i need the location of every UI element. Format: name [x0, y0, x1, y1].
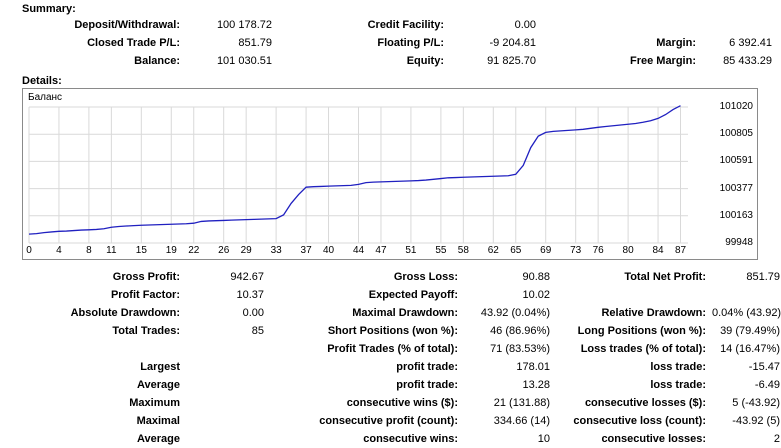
chart-x-tick: 11: [106, 245, 117, 256]
summary-label: Free Margin:: [629, 55, 696, 67]
details-value: 178.01: [516, 361, 550, 373]
details-value: 43.92 (0.04%): [480, 307, 550, 319]
details-row: [0, 268, 780, 286]
details-value: -6.49: [754, 379, 780, 391]
details-label: consecutive wins:: [363, 433, 458, 445]
chart-x-tick: 51: [405, 245, 417, 256]
details-value: 851.79: [746, 271, 780, 283]
summary-value: 6 392.41: [729, 37, 772, 49]
chart-x-tick: 22: [188, 245, 200, 256]
details-label: Relative Drawdown:: [601, 307, 706, 319]
chart-x-tick: 58: [457, 245, 469, 256]
chart-x-tick: 76: [592, 245, 604, 256]
summary-label: Credit Facility:: [367, 19, 444, 31]
details-value: 334.66 (14): [493, 415, 550, 427]
summary-label: Margin:: [656, 37, 696, 49]
details-label: Maximal: [136, 415, 180, 427]
details-value: 14 (16.47%): [720, 343, 780, 355]
details-value: 2: [773, 433, 780, 445]
details-value: 0.04% (43.92): [712, 307, 781, 319]
details-value: 10.37: [236, 289, 264, 301]
summary-label: Equity:: [406, 55, 444, 67]
chart-x-tick: 4: [56, 245, 62, 256]
details-label: profit trade:: [396, 379, 458, 391]
chart-x-tick: 40: [322, 245, 335, 256]
details-label: Average: [136, 433, 180, 445]
details-label: Expected Payoff:: [368, 289, 458, 301]
details-section-title: Details:: [22, 75, 62, 87]
chart-x-tick: 87: [674, 245, 687, 256]
details-label: consecutive profit (count):: [319, 415, 458, 427]
summary-table: [0, 16, 780, 70]
details-row: [0, 358, 780, 376]
details-value: 46 (86.96%): [490, 325, 550, 337]
chart-x-tick: 44: [352, 245, 365, 256]
details-label: consecutive loss (count):: [573, 415, 706, 427]
details-value: 5 (-43.92): [732, 397, 780, 409]
details-value: 90.88: [522, 271, 550, 283]
details-label: profit trade:: [396, 361, 458, 373]
chart-y-axis-labels: [695, 103, 755, 249]
details-value: 39 (79.49%): [720, 325, 780, 337]
summary-value: 100 178.72: [216, 19, 272, 31]
summary-value: 85 433.29: [723, 55, 772, 67]
details-value: 0.00: [242, 307, 264, 319]
details-label: Maximal Drawdown:: [352, 307, 458, 319]
chart-y-tick: 100163: [719, 209, 753, 221]
chart-y-tick: 101020: [719, 101, 753, 112]
chart-x-tick: 47: [375, 245, 387, 256]
details-table: [0, 268, 780, 448]
details-value: 942.67: [230, 271, 264, 283]
details-label: loss trade:: [650, 379, 706, 391]
details-label: Maximum: [129, 397, 180, 409]
chart-x-tick: 69: [540, 245, 552, 256]
chart-x-tick: 26: [218, 245, 230, 256]
details-label: Gross Loss:: [393, 271, 458, 283]
summary-row: [0, 52, 780, 70]
summary-label: Balance:: [134, 55, 180, 67]
chart-y-tick: 100805: [719, 128, 753, 140]
chart-x-axis-labels: [26, 245, 688, 259]
summary-value: 0.00: [514, 19, 536, 31]
chart-x-tick: 80: [622, 245, 634, 256]
details-row: [0, 286, 780, 304]
details-label: Total Trades:: [112, 325, 180, 337]
details-value: 71 (83.53%): [490, 343, 550, 355]
details-label: Average: [136, 379, 180, 391]
summary-label: Deposit/Withdrawal:: [74, 19, 180, 31]
details-label: Largest: [140, 361, 180, 373]
chart-y-tick: 100377: [719, 182, 753, 194]
chart-x-tick: 65: [510, 245, 522, 256]
details-label: Loss trades (% of total):: [580, 343, 706, 355]
summary-value: 101 030.51: [216, 55, 272, 67]
details-row: [0, 430, 780, 448]
details-value: -15.47: [748, 361, 780, 373]
details-label: consecutive losses ($):: [584, 397, 706, 409]
details-row: [0, 304, 780, 322]
chart-y-tick: 99948: [725, 237, 753, 248]
chart-y-tick: 100591: [719, 155, 753, 167]
chart-x-tick: 37: [300, 245, 312, 256]
details-label: Profit Trades (% of total):: [327, 343, 458, 355]
details-label: Short Positions (won %):: [327, 325, 458, 337]
details-label: Long Positions (won %):: [577, 325, 706, 337]
details-value: 21 (131.88): [493, 397, 550, 409]
chart-x-tick: 62: [487, 245, 499, 256]
details-row: [0, 412, 780, 430]
details-label: Gross Profit:: [112, 271, 180, 283]
summary-row: [0, 34, 780, 52]
chart-x-tick: 29: [240, 245, 252, 256]
chart-x-tick: 19: [165, 245, 177, 256]
details-value: 10: [537, 433, 550, 445]
summary-label: Floating P/L:: [377, 37, 444, 49]
summary-row: [0, 16, 780, 34]
summary-value: 91 825.70: [487, 55, 536, 67]
chart-plot-area: [29, 107, 688, 243]
details-label: consecutive losses:: [601, 433, 706, 445]
details-label: consecutive wins ($):: [346, 397, 458, 409]
summary-section-title: Summary:: [22, 3, 76, 15]
chart-x-tick: 15: [135, 245, 147, 256]
details-value: -43.92 (5): [732, 415, 780, 427]
balance-line: [29, 106, 681, 234]
details-row: [0, 376, 780, 394]
details-row: [0, 394, 780, 412]
details-label: loss trade:: [650, 361, 706, 373]
summary-value: 851.79: [238, 37, 272, 49]
chart-legend-label: Баланс: [28, 92, 63, 103]
summary-value: -9 204.81: [489, 37, 536, 49]
details-value: 13.28: [522, 379, 550, 391]
details-label: Profit Factor:: [110, 289, 180, 301]
chart-x-tick: 73: [570, 245, 582, 256]
chart-x-tick: 33: [270, 245, 282, 256]
chart-x-tick: 55: [435, 245, 447, 256]
details-row: [0, 322, 780, 340]
details-value: 10.02: [522, 289, 550, 301]
chart-x-tick: 8: [86, 245, 92, 256]
summary-label: Closed Trade P/L:: [87, 37, 180, 49]
details-label: Absolute Drawdown:: [70, 307, 180, 319]
chart-x-tick: 84: [652, 245, 664, 256]
details-value: 85: [251, 325, 264, 337]
details-row: [0, 340, 780, 358]
chart-x-tick: 0: [26, 245, 32, 256]
details-label: Total Net Profit:: [624, 271, 706, 283]
balance-chart: [22, 88, 758, 260]
